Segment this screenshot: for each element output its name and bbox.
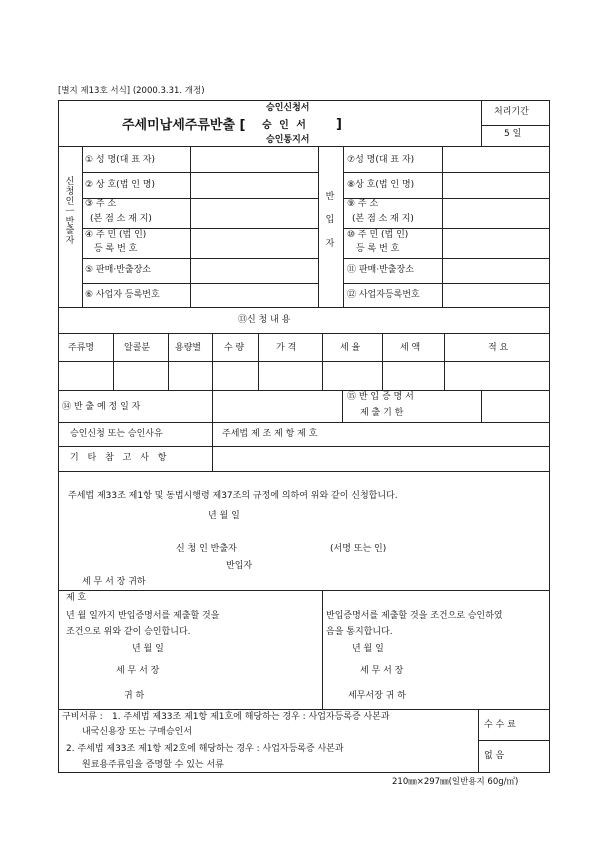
rule-party-v (442, 146, 443, 307)
title-option-apply: 승인신청서 (266, 103, 310, 113)
other-label: 기 타 참 고 사 항 (70, 453, 170, 463)
rule-declaration-bottom (58, 590, 550, 591)
declaration-date: 년 월 일 (208, 511, 240, 521)
rule-title-bottom (58, 146, 550, 147)
importer-place-label: ⑪ 판매·반출장소 (347, 265, 414, 275)
rule-processing (481, 125, 550, 126)
rule-col-v (113, 333, 114, 390)
rule-col-v (444, 333, 445, 390)
col-quantity: 수 량 (224, 343, 245, 353)
title-option-approve: 승 인 서 (262, 120, 308, 131)
form-title: 주세미납세주류반출 [ (122, 118, 246, 133)
rule-fee-v (478, 709, 479, 772)
documents-item1-cont: 내국신용장 또는 구매승인서 (82, 727, 193, 737)
approval-left-date: 년 월 일 (132, 644, 164, 654)
approval-right-date: 년 월 일 (352, 644, 384, 654)
rule-columns (58, 361, 550, 362)
rule-left (58, 100, 59, 772)
col-tax-amount: 세 액 (400, 343, 421, 353)
schedule-cert-label: ⑮ 반 입 증 명 서 (347, 392, 414, 402)
documents-item2-cont: 원료용주류임을 증명할 수 있는 서류 (82, 760, 224, 770)
applicant-regno-label: ④ 주 민 (법 인) (85, 230, 147, 240)
rule-content-title (58, 333, 550, 334)
rule-right (549, 100, 550, 772)
title-option-notice: 승인통지서 (266, 135, 310, 145)
rule-party-row (82, 172, 318, 173)
documents-label: 구비서류 : (62, 712, 103, 722)
processing-label: 처리기간 (494, 107, 529, 117)
rule-party-row (82, 258, 318, 259)
reason-value: 주세법 제 조 제 항 제 호 (222, 429, 318, 439)
rule-party-v (190, 146, 191, 307)
signature-note: (서명 또는 인) (330, 544, 387, 554)
applicant-regno-sub: 등 록 번 호 (94, 244, 138, 254)
importer-bizno-label: ⑫ 사업자등록번호 (347, 290, 420, 300)
rule-bottom (58, 772, 550, 773)
processing-value: 5 일 (504, 129, 522, 139)
col-liquor-name: 주류명 (68, 343, 95, 353)
schedule-cert-deadline: 제 출 기 한 (360, 408, 404, 418)
importer-regno-label: ⑩ 주 민 (법 인) (347, 230, 409, 240)
importer-address-sub: (본 점 소 재 지) (352, 214, 414, 224)
rule-schedule-bottom (58, 422, 550, 423)
rule-reason-bottom (58, 446, 550, 447)
rule-fee (478, 740, 550, 741)
applicant-name-label: ① 성 명(대 표 자) (85, 155, 156, 165)
rule-party-row (343, 258, 550, 259)
importer-trade-label: ⑧상 호(법 인 명) (347, 180, 415, 190)
rule-schedule-v (481, 390, 482, 422)
importer-regno-sub: 등 록 번 호 (356, 244, 400, 254)
fee-label: 수 수 료 (484, 720, 516, 730)
declaration-addressee: 세 무 서 장 귀하 (82, 577, 146, 587)
rule-col-v (322, 333, 323, 390)
reason-label: 승인신청 또는 승인사유 (70, 429, 163, 439)
rule-party-v (318, 146, 319, 307)
applicant-address-label: ③ 주 소 (85, 199, 117, 209)
approval-left-to: 귀 하 (124, 691, 145, 701)
rule-party-v (82, 146, 83, 307)
rule-party-row (343, 228, 550, 229)
rule-parties-bottom (58, 307, 550, 308)
schedule-date-label: ⑭ 반 출 예 정 일 자 (62, 402, 141, 412)
documents-item2: 2. 주세법 제33조 제1항 제2호에 해당하는 경우 : 사업자등록증 사본과 (66, 744, 344, 754)
rule-approval-v (322, 590, 323, 709)
approval-right-office: 세 무 서 장 (360, 666, 404, 676)
content-title: ⑬신 청 내 용 (238, 315, 291, 325)
col-volume: 용량별 (175, 343, 202, 353)
rule-approval-bottom (58, 709, 550, 710)
applicant-signer: 신 청 인 반출자 (176, 544, 237, 554)
rule-content-bottom (58, 390, 550, 391)
rule-col-v (212, 333, 213, 390)
importer-address-label: ⑨ 주 소 (347, 199, 379, 209)
rule-col-v (168, 333, 169, 390)
rule-party-row (82, 198, 318, 199)
rule-other-bottom (58, 471, 550, 472)
rule-col-v (258, 333, 259, 390)
documents-item1: 1. 주세법 제33조 제1항 제1호에 해당하는 경우 : 사업자등록증 사본과 (112, 712, 390, 722)
applicant-bizno-label: ⑥ 사업자 등록번호 (85, 290, 160, 300)
importer-side-label: 반입자 (325, 192, 335, 249)
rule-schedule-v (212, 390, 213, 422)
applicant-address-sub: (본 점 소 재 지) (90, 214, 152, 224)
applicant-trade-label: ② 상 호(법 인 명) (85, 180, 156, 190)
approval-right-line1: 반입증명서를 제출할 것을 조건으로 승인하였 (326, 611, 503, 621)
rule-processing-v (481, 100, 482, 146)
rule-party-row (343, 283, 550, 284)
approval-left-office: 세 무 서 장 (116, 666, 160, 676)
rule-party-row (82, 283, 318, 284)
importer-signer: 반입자 (226, 561, 253, 571)
paper-size-note: 210㎜×297㎜(일반용지 60g/㎡) (392, 777, 519, 787)
col-remarks: 적 요 (488, 343, 509, 353)
rule-reason-v (212, 422, 213, 471)
approval-right-line2: 음을 통지합니다. (326, 627, 393, 637)
rule-party-row (82, 228, 318, 229)
fee-value: 없 음 (484, 751, 505, 761)
form-reference: [별지 제13호 서식] (2000.3.31. 개정) (58, 86, 205, 96)
rule-top (58, 100, 550, 101)
col-alcohol: 알콜분 (124, 343, 151, 353)
approval-number: 제 호 (66, 593, 87, 603)
rule-col-v (382, 333, 383, 390)
rule-schedule-v (342, 390, 343, 422)
title-bracket-close: ] (336, 117, 342, 132)
col-tax-rate: 세 율 (340, 343, 361, 353)
col-price: 가 격 (276, 343, 297, 353)
declaration-text: 주세법 제33조 제1항 및 동법시행령 제37조의 규정에 의하여 위와 같이 신청합니다. (68, 491, 398, 501)
rule-party-v (343, 146, 344, 307)
rule-party-row (343, 172, 550, 173)
approval-left-line2: 조건으로 위와 같이 승인합니다. (66, 627, 191, 637)
approval-right-to: 세무서장 귀 하 (348, 691, 406, 701)
applicant-place-label: ⑤ 판매·반출장소 (85, 265, 151, 275)
applicant-side-label: 신청인ㅡ반출자 (65, 177, 75, 247)
importer-name-label: ⑦성 명(대 표 자) (347, 155, 415, 165)
approval-left-line1: 년 월 일까지 반입증명서를 제출할 것을 (66, 611, 220, 621)
